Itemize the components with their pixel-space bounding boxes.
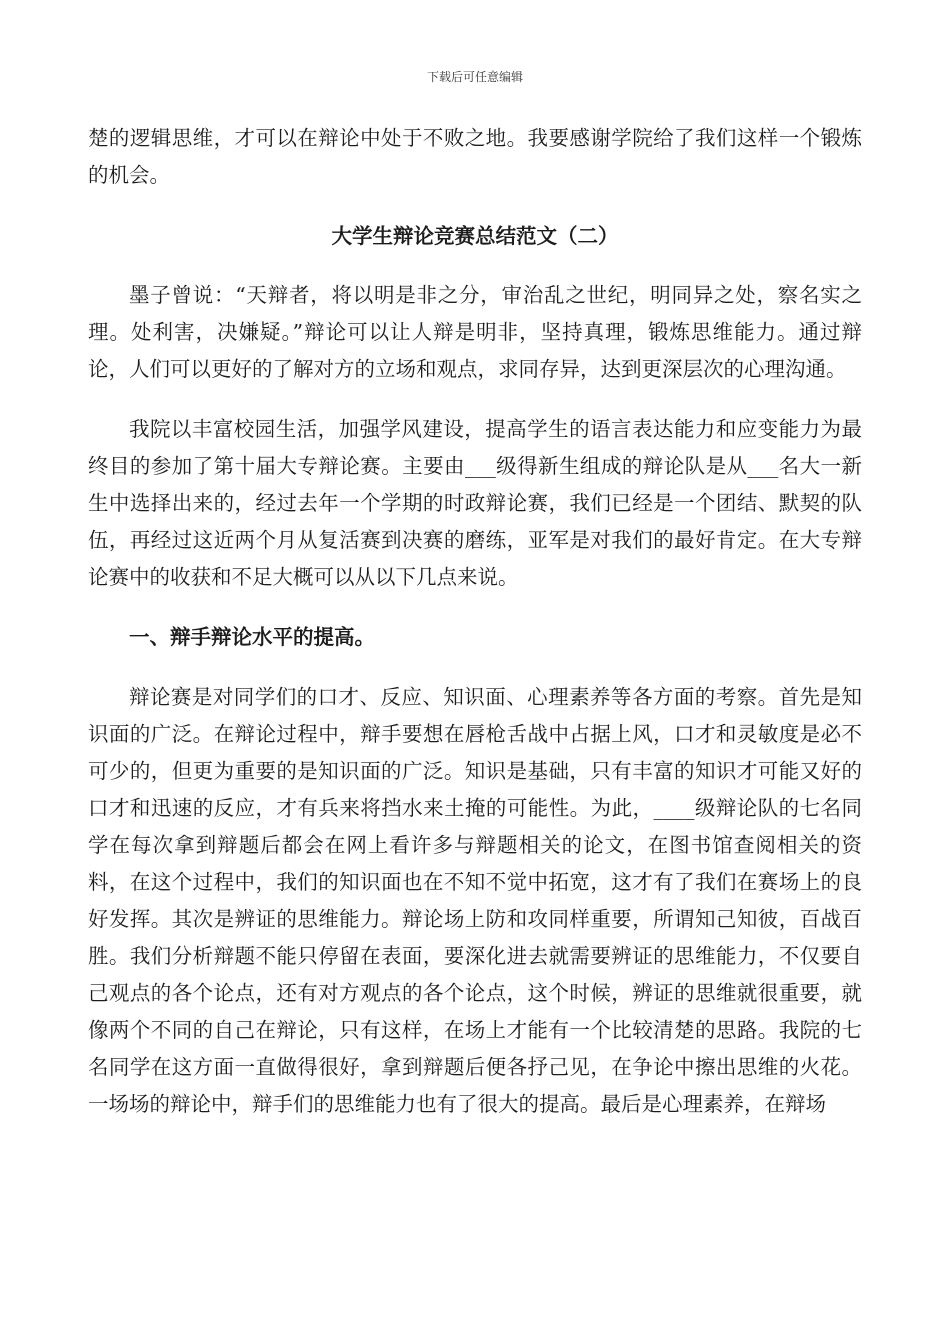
paragraph-continued: 楚的逻辑思维，才可以在辩论中处于不败之地。我要感谢学院给了我们这样一个锻炼的机会。 xyxy=(88,126,862,187)
document-body xyxy=(88,120,862,1123)
section-title: 大学生辩论竞赛总结范文（二） xyxy=(331,224,619,248)
paragraph-mozi-quote: 墨子曾说：“天辩者，将以明是非之分，审治乱之世纪，明同异之处，察名实之理。处利害，决嫌疑。”辩论可以让人辩是明非，坚持真理，锻炼思维能力。通过辩论，人们可以更好的了解对方的立场和观点，求同存异，达到更深层次的心理沟通。 xyxy=(88,283,862,381)
page-header-note: 下载后可任意编辑 xyxy=(426,70,523,84)
subheading-improvement: 一、辩手辩论水平的提高。 xyxy=(129,625,375,649)
paragraph-college-debate: 我院以丰富校园生活，加强学风建设，提高学生的语言表达能力和应变能力为最终目的参加了第十届大专辩论赛。主要由___级得新生组成的辩论队是从___名大一新生中选择出来的，经过去年一个学期的时政辩论赛，我们已经是一个团结、默契的队伍，再经过这近两个月从复活赛到决赛的磨练，亚军是对我们的最好肯定。在大专辩论赛中的收获和不足大概可以从以下几点来说。 xyxy=(88,417,862,589)
paragraph-debate-skills: 辩论赛是对同学们的口才、反应、知识面、心理素养等各方面的考察。首先是知识面的广泛。在辩论过程中，辩手要想在唇枪舌战中占据上风，口才和灵敏度是必不可少的，但更为重要的是知识面的广泛。知识是基础，只有丰富的知识才可能又好的口才和迅速的反应，才有兵来将挡水来土掩的可能性。为此，____级辩论队的七名同学在每次拿到辩题后都会在网上看许多与辩题相关的论文，在图书馆查阅相关的资料，在这个过程中，我们的知识面也在不知不觉中拓宽，这才有了我们在赛场上的良好发挥。其次是辨证的思维能力。辩论场上防和攻同样重要，所谓知己知彼，百战百胜。我们分析辩题不能只停留在表面，要深化进去就需要辨证的思维能力，不仅要自己观点的各个论点，还有对方观点的各个论点，这个时候，辨证的思维就很重要，就像两个不同的自己在辩论，只有这样，在场上才能有一个比较清楚的思路。我院的七名同学在这方面一直做得很好，拿到辩题后便各抒己见，在争论中擦出思维的火花。一场场的辩论中，辩手们的思维能力也有了很大的提高。最后是心理素养，在辩场 xyxy=(88,685,862,1116)
